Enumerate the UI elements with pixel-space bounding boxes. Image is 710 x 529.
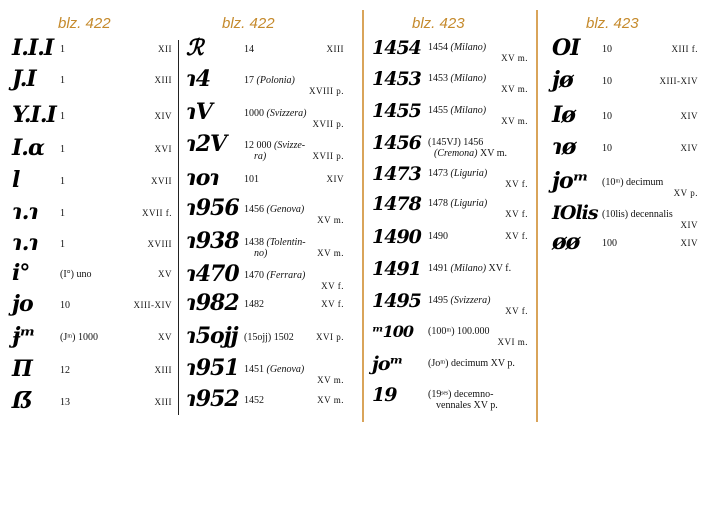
value-text: 1470 (Ferrara)	[244, 270, 306, 281]
value-text: (Joᵐ) decimum XV p.	[428, 358, 515, 369]
value-text: 1490	[428, 231, 448, 242]
value-text: (145VJ) 1456	[428, 137, 484, 148]
numeral-glyph: ɿ5ojj	[186, 323, 238, 349]
numeral-glyph: ɿ951	[186, 355, 239, 381]
century-text: XIV	[154, 111, 172, 121]
century-text: XIII	[326, 44, 344, 54]
page-ref-header-1: blz. 422	[58, 15, 111, 32]
table-row	[370, 100, 530, 126]
value-text: 1	[60, 75, 65, 86]
century-text: XV f.	[321, 281, 344, 291]
century-text: XV m.	[317, 395, 344, 405]
value-text-cont: ra)	[254, 151, 267, 162]
century-text: XVI m.	[497, 337, 528, 347]
table-row	[8, 260, 176, 287]
table-row	[548, 67, 700, 94]
table-row	[8, 35, 176, 62]
century-text: XIII	[154, 397, 172, 407]
value-text: 1	[60, 144, 65, 155]
table-row	[8, 135, 176, 162]
numeral-glyph: øø	[552, 229, 580, 255]
numeral-glyph: ɿV	[186, 99, 212, 125]
century-text: XV f.	[505, 306, 528, 316]
table-row	[184, 66, 346, 96]
table-row	[184, 386, 346, 413]
table-row	[184, 323, 346, 350]
value-text: 1491 (Milano) XV f.	[428, 263, 512, 274]
value-text: 17 (Polonia)	[244, 75, 295, 86]
value-text: 1482	[244, 299, 264, 310]
value-text: 1456 (Genova)	[244, 204, 305, 215]
value-text: 10	[602, 44, 612, 55]
value-text: 10	[602, 111, 612, 122]
numeral-glyph: ɿ952	[186, 386, 239, 412]
value-text: (15ojj) 1502	[244, 332, 294, 343]
value-text: (I°) uno	[60, 269, 92, 280]
century-text: XV m.	[317, 375, 344, 385]
table-row	[184, 131, 346, 162]
value-text: 1478 (Liguria)	[428, 198, 488, 209]
value-text: 1	[60, 176, 65, 187]
value-text: 100	[602, 238, 617, 249]
table-row	[370, 37, 530, 63]
century-text: XVI	[154, 144, 172, 154]
century-text: XV m.	[501, 116, 528, 126]
numeral-glyph: ɉᵐ	[12, 323, 35, 349]
numeral-glyph: I.ɑ	[12, 135, 44, 161]
century-text: XIV	[680, 111, 698, 121]
table-row	[184, 195, 346, 225]
value-text: 1473 (Liguria)	[428, 168, 488, 179]
value-text: 13	[60, 397, 70, 408]
table-row	[370, 132, 530, 159]
numeral-glyph: 19	[372, 384, 397, 406]
numeral-glyph: Iø	[552, 102, 575, 128]
value-text: (10lis) decennalis	[602, 209, 673, 220]
century-text: XIII f.	[671, 44, 698, 54]
table-row	[8, 102, 176, 129]
value-text: 1	[60, 208, 65, 219]
numeral-glyph: ɿ2V	[186, 131, 227, 157]
century-text: XII	[158, 44, 172, 54]
numeral-glyph: 1454	[372, 37, 421, 59]
numeral-glyph: ẞ	[12, 388, 32, 414]
century-text: XV f.	[505, 231, 528, 241]
century-text: XVII	[151, 176, 172, 186]
value-text: 10	[60, 300, 70, 311]
table-row	[184, 228, 346, 259]
century-text: XIV	[326, 174, 344, 184]
column-divider-orange	[362, 10, 364, 422]
numeral-glyph: ɿ982	[186, 290, 239, 316]
page-ref-header-2: blz. 422	[222, 15, 275, 32]
numeral-glyph: 1453	[372, 68, 421, 90]
value-text: 1454 (Milano)	[428, 42, 487, 53]
table-row	[370, 290, 530, 316]
table-row	[370, 226, 530, 249]
table-row	[184, 290, 346, 317]
century-text: XVIII	[147, 239, 172, 249]
century-text: XIV	[680, 238, 698, 248]
numeral-glyph: ɿoɿ	[186, 165, 220, 191]
numeral-glyph: OI	[552, 35, 580, 61]
value-text: 1000 (Svizzera)	[244, 108, 307, 119]
value-text: 1	[60, 44, 65, 55]
value-text: 12 000 (Svizze-	[244, 140, 306, 151]
value-text: 1	[60, 239, 65, 250]
value-text: 1452	[244, 395, 264, 406]
numeral-glyph: joᵐ	[372, 353, 403, 375]
table-row	[370, 353, 530, 376]
numeral-glyph: ɿ956	[186, 195, 239, 221]
numeral-glyph: ᵐ100	[372, 322, 414, 341]
table-row	[370, 68, 530, 94]
table-row	[8, 199, 176, 226]
table-row	[184, 35, 346, 62]
century-text: XIII-XIV	[659, 76, 698, 86]
numeral-glyph: ɿ.ɿ	[12, 199, 39, 225]
table-row	[184, 355, 346, 385]
numeral-glyph: IOlis	[552, 202, 598, 224]
value-text: (10ᵐ) decimum	[602, 177, 664, 188]
numeral-glyph: joᵐ	[552, 168, 588, 194]
value-text: 14	[244, 44, 254, 55]
table-row	[8, 388, 176, 415]
page-ref-header-3: blz. 423	[412, 15, 465, 32]
table-row	[8, 230, 176, 257]
century-text: XIII	[154, 75, 172, 85]
century-text: XIII	[154, 365, 172, 375]
numeral-glyph: 1473	[372, 163, 421, 185]
value-text: 1438 (Tolentin-	[244, 237, 306, 248]
numeral-glyph: 1455	[372, 100, 421, 122]
numeral-glyph: Y.I.I	[12, 102, 56, 128]
table-row	[8, 167, 176, 194]
table-row	[184, 261, 346, 291]
table-row	[8, 66, 176, 93]
century-text: XV p.	[673, 188, 698, 198]
column-divider	[178, 40, 179, 415]
value-text-cont: vennales XV p.	[436, 400, 498, 411]
table-row	[370, 163, 530, 189]
value-text: 10	[602, 143, 612, 154]
value-text: 1455 (Milano)	[428, 105, 487, 116]
value-text: 1	[60, 111, 65, 122]
table-row	[548, 134, 700, 161]
century-text: XV	[158, 269, 172, 279]
century-text: XVIII p.	[309, 86, 344, 96]
century-text: XIII-XIV	[133, 300, 172, 310]
century-text: XVII f.	[142, 208, 172, 218]
numeral-glyph: 1456	[372, 132, 421, 154]
century-text: XV	[158, 332, 172, 342]
value-text: (19ˢᵉˢ) decemno-	[428, 389, 494, 400]
table-row	[370, 322, 530, 347]
table-row	[8, 291, 176, 318]
value-text: 1453 (Milano)	[428, 73, 487, 84]
table-row	[548, 168, 700, 198]
table-row	[184, 165, 346, 192]
century-text: XVII p.	[312, 151, 344, 161]
numeral-glyph: Π	[12, 356, 32, 382]
century-text: XV m.	[501, 53, 528, 63]
century-text: XV f.	[505, 209, 528, 219]
numeral-glyph: 1491	[372, 258, 421, 280]
column-divider-orange	[536, 10, 538, 422]
table-row	[548, 202, 700, 230]
page-ref-header-4: blz. 423	[586, 15, 639, 32]
century-text: XV m.	[317, 215, 344, 225]
table-row	[548, 229, 700, 256]
numeral-glyph: jo	[12, 291, 33, 317]
value-text-cont: (Cremona) XV m.	[434, 148, 508, 159]
value-text: (100ᵐ) 100.000	[428, 326, 490, 337]
century-text: XV m.	[501, 84, 528, 94]
numeral-glyph: l	[12, 167, 20, 193]
table-row	[370, 193, 530, 219]
table-row	[8, 323, 176, 350]
value-text: 12	[60, 365, 70, 376]
value-text: 101	[244, 174, 259, 185]
value-text-cont: no)	[254, 248, 268, 259]
numeral-glyph: J.I	[12, 66, 36, 92]
numeral-glyph: ɿø	[552, 134, 576, 160]
numeral-glyph: ɿ4	[186, 66, 211, 92]
numeral-glyph: 1478	[372, 193, 421, 215]
century-text: XIV	[680, 220, 698, 230]
century-text: XV m.	[317, 248, 344, 258]
numeral-glyph: ɿ470	[186, 261, 239, 287]
numeral-glyph: ℛ	[186, 35, 203, 61]
table-row	[548, 102, 700, 129]
table-row	[548, 35, 700, 62]
table-row	[370, 258, 530, 281]
century-text: XV f.	[505, 179, 528, 189]
numeral-glyph: i°	[12, 260, 30, 286]
century-text: XVI p.	[316, 332, 344, 342]
century-text: XIV	[680, 143, 698, 153]
numeral-glyph: 1495	[372, 290, 421, 312]
value-text: 1451 (Genova)	[244, 364, 305, 375]
value-text: 10	[602, 76, 612, 87]
century-text: XV f.	[321, 299, 344, 309]
century-text: XVII p.	[312, 119, 344, 129]
numeral-glyph: 1490	[372, 226, 421, 248]
table-row	[184, 99, 346, 129]
numeral-glyph: I.I.I	[12, 35, 54, 61]
table-row	[8, 356, 176, 383]
numeral-glyph: ɿ938	[186, 228, 239, 254]
value-text: (Jᵐ) 1000	[60, 332, 98, 343]
table-row	[370, 384, 530, 411]
numeral-glyph: jø	[552, 67, 573, 93]
numeral-glyph: ɿ.ɿ	[12, 230, 39, 256]
value-text: 1495 (Svizzera)	[428, 295, 491, 306]
